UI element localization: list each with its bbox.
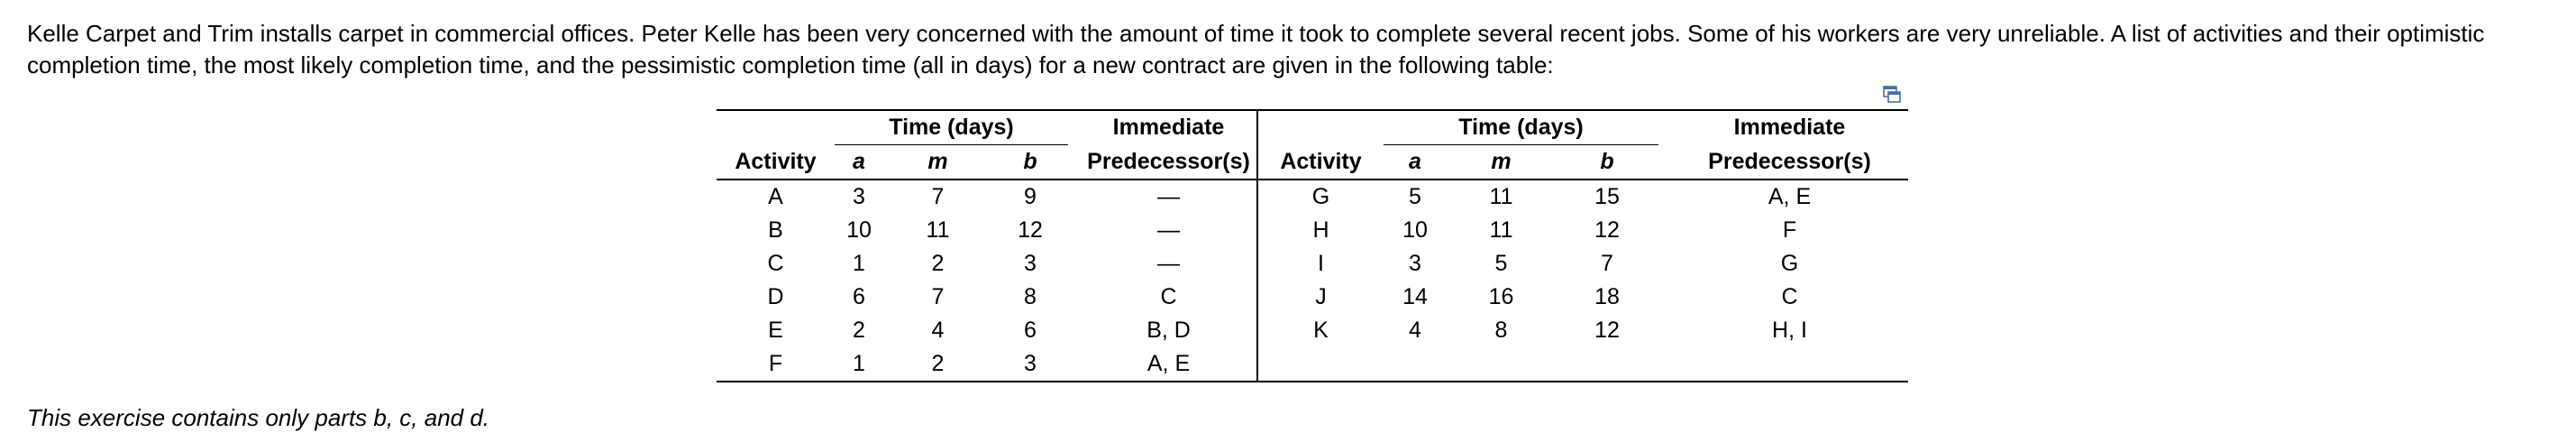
header-predecessors: Predecessor(s) (1081, 145, 1257, 180)
a-cell: 1 (835, 347, 883, 382)
predecessor-cell (1671, 347, 1908, 382)
b-cell: 3 (992, 347, 1068, 382)
predecessor-cell: G (1780, 251, 1799, 276)
header-b: b (992, 145, 1068, 180)
m-cell: 2 (883, 347, 992, 382)
a-cell: 10 (1402, 217, 1428, 243)
table-row (717, 247, 1908, 281)
b-cell: 18 (1594, 284, 1620, 309)
m-cell: 5 (1494, 251, 1508, 276)
header-row-2 (717, 145, 1908, 180)
header-a: a (1384, 145, 1447, 180)
m-cell: 11 (1489, 184, 1513, 209)
activity-cell: A (768, 184, 783, 209)
a-cell: 2 (853, 318, 865, 343)
b-cell: 6 (1024, 318, 1037, 343)
a-cell: 1 (853, 251, 865, 276)
b-cell: 12 (1594, 217, 1620, 243)
predecessor-cell: C (1081, 281, 1257, 314)
predecessor-cell: H, I (1772, 318, 1807, 343)
b-cell: 7 (1601, 251, 1613, 276)
m-cell: 7 (931, 184, 945, 209)
m-cell: 16 (1488, 284, 1514, 309)
a-cell: 3 (853, 184, 865, 209)
header-blank (717, 110, 835, 145)
header-activity: Activity (1257, 145, 1384, 180)
activity-cell: F (717, 347, 835, 382)
table-row (717, 214, 1908, 247)
header-m: m (883, 145, 992, 180)
m-cell (1447, 347, 1556, 382)
m-cell: 7 (931, 284, 945, 309)
m-cell: 11 (926, 217, 950, 243)
predecessor-cell: F (1782, 217, 1797, 243)
table-row (717, 180, 1908, 214)
table-row (717, 347, 1908, 382)
predecessor-cell: — (1081, 180, 1257, 214)
activity-cell (1257, 347, 1384, 382)
header-b: b (1556, 145, 1658, 180)
predecessor-cell: B, D (1081, 314, 1257, 347)
a-cell: 3 (1409, 251, 1421, 276)
copy-icon[interactable] (1882, 85, 1902, 105)
activity-cell: J (1315, 284, 1327, 309)
predecessor-cell: — (1081, 214, 1257, 247)
header-m: m (1447, 145, 1556, 180)
a-cell (1384, 347, 1447, 382)
activity-cell: H (1312, 217, 1329, 243)
b-cell: 12 (1018, 217, 1043, 243)
activity-cell: D (767, 284, 784, 309)
header-blank (1257, 110, 1384, 145)
header-row-1 (717, 110, 1908, 145)
m-cell: 2 (931, 251, 945, 276)
problem-statement: Kelle Carpet and Trim installs carpet in commercial offices. Peter Kelle has been very concerned with the amount of time it took to complete several recent jobs. Some of his workers are very unreliable. A list of activities and their optimistic completion time, the most likely completion time, and the pessimistic completion time (all in days) for a new contract are given in the following table: (27, 20, 2485, 78)
a-cell: 4 (1409, 318, 1421, 343)
a-cell: 5 (1409, 184, 1421, 209)
a-cell: 6 (853, 284, 865, 309)
b-cell: 3 (1024, 251, 1037, 276)
header-immediate: Immediate (1671, 110, 1908, 145)
header-immediate: Immediate (1081, 110, 1257, 145)
activity-cell: G (1311, 184, 1330, 209)
m-cell: 11 (1489, 217, 1513, 243)
predecessor-cell: — (1081, 247, 1257, 281)
b-cell: 15 (1594, 184, 1620, 209)
b-cell: 9 (1024, 184, 1037, 209)
header-predecessors: Predecessor(s) (1671, 145, 1908, 180)
table-row (717, 281, 1908, 314)
header-time-days: Time (days) (1384, 110, 1658, 145)
predecessor-cell: C (1781, 284, 1798, 309)
activity-cell: I (1318, 251, 1324, 276)
activity-cell: K (1313, 318, 1329, 343)
table-row (717, 314, 1908, 347)
activity-cell: E (768, 318, 783, 343)
header-a: a (835, 145, 883, 180)
exercise-note: This exercise contains only parts b, c, and d. (27, 404, 490, 431)
a-cell: 10 (846, 217, 872, 243)
header-activity: Activity (717, 145, 835, 180)
activity-table (717, 109, 1908, 382)
b-cell (1556, 347, 1658, 382)
b-cell: 12 (1594, 318, 1620, 343)
header-time-days: Time (days) (835, 110, 1068, 145)
activity-cell: C (767, 251, 784, 276)
b-cell: 8 (1024, 284, 1037, 309)
activity-cell: B (768, 217, 783, 243)
predecessor-cell: A, E (1768, 184, 1812, 209)
a-cell: 14 (1402, 284, 1428, 309)
predecessor-cell: A, E (1081, 347, 1257, 382)
m-cell: 4 (931, 318, 945, 343)
m-cell: 8 (1494, 318, 1508, 343)
